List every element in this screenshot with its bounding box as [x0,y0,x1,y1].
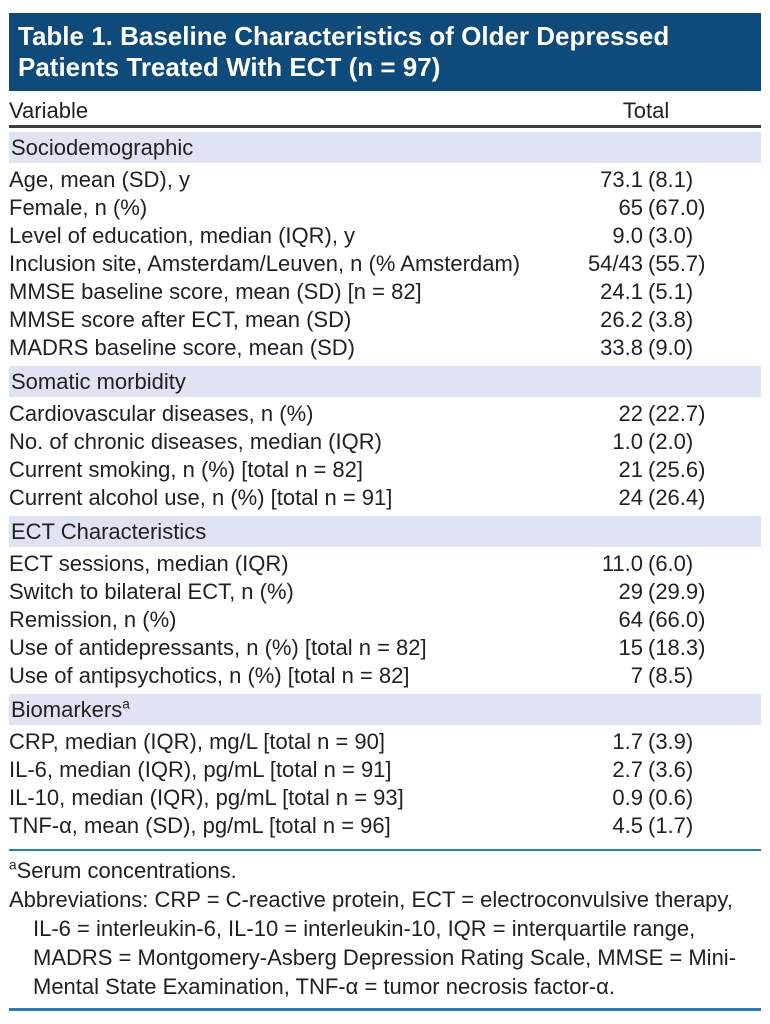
table-row [9,428,761,456]
row-label: ECT sessions, median (IQR) [9,551,289,576]
header-rule [9,125,761,128]
row-label: IL-10, median (IQR), pg/mL [total n = 93] [9,785,404,810]
table-row [9,484,761,512]
row-label: CRP, median (IQR), mg/L [total n = 90] [9,729,385,754]
column-header-row [9,97,761,125]
row-label: IL-6, median (IQR), pg/mL [total n = 91] [9,757,392,782]
row-label: Switch to bilateral ECT, n (%) [9,579,294,604]
table-row [9,166,761,194]
section-header [9,366,761,397]
row-value-number: 54/43 [587,251,643,276]
row-label: Remission, n (%) [9,607,177,632]
table-row [9,278,761,306]
row-value-paren: (0.6) [648,785,694,810]
row-value-number: 1.7 [612,729,643,754]
row-value-number: 7 [630,663,643,688]
column-header-variable: Variable [9,98,89,123]
section-header-label: Sociodemographic [11,135,194,160]
row-value-number: 2.7 [612,757,643,782]
table-row [9,334,761,362]
table-bottom-rule [9,849,761,851]
footnote-serum [9,856,761,885]
row-value-paren: (3.0) [648,223,694,248]
row-value-number: 0.9 [612,785,643,810]
section-header [9,516,761,547]
row-label: Current alcohol use, n (%) [total n = 91] [9,485,393,510]
table-row [9,606,761,634]
section-header-superscript: a [122,696,130,712]
row-value-paren: (3.9) [648,729,694,754]
table-row [9,812,761,840]
row-value-paren: (8.1) [648,167,694,192]
table-row [9,784,761,812]
row-value-number: 21 [618,457,643,482]
row-value-number: 11.0 [601,551,643,576]
table-row [9,662,761,690]
row-value-paren: (6.0) [648,551,694,576]
row-value-paren: (26.4) [648,485,706,510]
table-row [9,306,761,334]
row-value-paren: (3.6) [648,757,694,782]
row-value-number: 4.5 [612,813,643,838]
row-label: Inclusion site, Amsterdam/Leuven, n (% Amsterdam) [9,251,521,276]
row-value-number: 33.8 [600,335,643,360]
row-value-paren: (1.7) [648,813,694,838]
row-value-paren: (66.0) [648,607,706,632]
table-row [9,634,761,662]
row-value-paren: (29.9) [648,579,706,604]
footnote-marker: a [9,857,17,873]
row-label: Use of antipsychotics, n (%) [total n = 82] [9,663,410,688]
table-row [9,456,761,484]
row-value-number: 65 [618,195,643,220]
row-label: Use of antidepressants, n (%) [total n = 82] [9,635,427,660]
row-value-paren: (2.0) [648,429,694,454]
table-row [9,756,761,784]
row-value-paren: (3.8) [648,307,694,332]
row-label: Level of education, median (IQR), y [9,223,356,248]
table-row [9,550,761,578]
row-label: MADRS baseline score, mean (SD) [9,335,356,360]
row-value-paren: (25.6) [648,457,706,482]
row-value-number: 73.1 [600,167,643,192]
table-title: Table 1. Baseline Characteristics of Older Depressed Patients Treated With ECT (n = 97) [18,21,670,82]
section-header [9,132,761,163]
row-label: Cardiovascular diseases, n (%) [9,401,314,426]
row-value-paren: (67.0) [648,195,706,220]
row-value-paren: (22.7) [648,401,706,426]
row-label: MMSE baseline score, mean (SD) [n = 82] [9,279,422,304]
row-value-number: 29 [618,579,643,604]
row-value-number: 9.0 [612,223,643,248]
row-value-paren: (8.5) [648,663,694,688]
table-row [9,400,761,428]
row-value-number: 64 [618,607,643,632]
row-value-number: 26.2 [600,307,643,332]
row-value-paren: (55.7) [648,251,706,276]
row-label: No. of chronic diseases, median (IQR) [9,429,382,454]
row-label: TNF-α, mean (SD), pg/mL [total n = 96] [9,813,391,838]
section-header [9,694,761,725]
table-row [9,194,761,222]
section-header-label: Biomarkers [11,697,123,722]
table-row [9,222,761,250]
section-header-label: ECT Characteristics [11,519,207,544]
row-value-number: 1.0 [612,429,643,454]
footnotes [9,856,761,1001]
section-header-label: Somatic morbidity [11,369,186,394]
table-title-bar [9,13,761,91]
row-value-number: 15 [618,635,643,660]
table-body [9,132,761,840]
row-value-paren: (18.3) [648,635,706,660]
row-value-number: 24 [618,485,643,510]
footnote-serum-text: Serum concentrations. [16,858,237,883]
column-header-total: Total [622,98,670,123]
figure-bottom-rule [9,1008,761,1011]
row-label: Current smoking, n (%) [total n = 82] [9,457,363,482]
row-label: Age, mean (SD), y [9,167,190,192]
row-label: MMSE score after ECT, mean (SD) [9,307,352,332]
row-value-number: 22 [618,401,643,426]
row-value-paren: (5.1) [648,279,694,304]
table-row [9,578,761,606]
table-row [9,250,761,278]
row-value-number: 24.1 [600,279,643,304]
footnote-abbreviations: Abbreviations: CRP = C-reactive protein, ECT = electroconvulsive therapy, IL-6 = interleukin-6, IL-10 = interleukin-10, IQR = interquartile range, MADRS = Montgomery-Asberg Depression Rating Scale, MMSE = Mini-Mental State Examination, TNF-α = tumor necrosis factor-α. [9,887,737,999]
table-row [9,728,761,756]
row-label: Female, n (%) [9,195,148,220]
row-value-paren: (9.0) [648,335,694,360]
